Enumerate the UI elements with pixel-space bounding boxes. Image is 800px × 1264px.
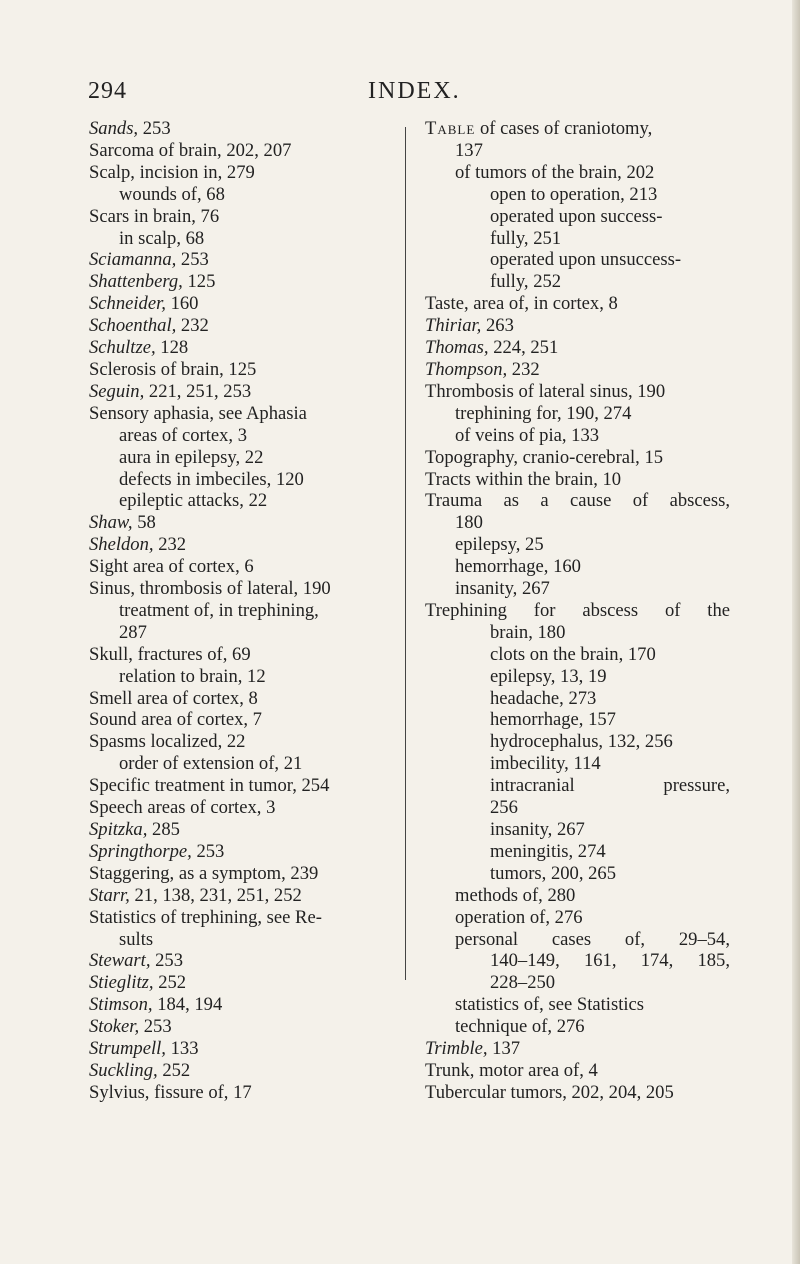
index-entry <box>425 994 730 1016</box>
entry-pages: 58 <box>132 512 156 534</box>
author-name: Sheldon, <box>89 534 154 556</box>
entry-text: operation of, 276 <box>455 906 583 928</box>
author-name: Stimson, <box>89 994 153 1016</box>
entry-text: statistics of, see Statistics <box>455 994 645 1016</box>
entry-text: insanity, 267 <box>455 578 550 600</box>
index-entry <box>89 249 399 271</box>
entry-pages: 125 <box>182 271 216 293</box>
entry-text: Sarcoma of brain, 202, 207 <box>89 139 292 161</box>
index-entry <box>89 972 399 994</box>
entry-text: brain, 180 <box>490 621 566 643</box>
index-entry <box>425 162 730 184</box>
index-entry <box>425 666 730 688</box>
column-divider <box>405 127 406 980</box>
index-entry <box>89 490 399 512</box>
entry-text: Sight area of cortex, 6 <box>89 556 254 578</box>
entry-text: Scars in brain, 76 <box>89 205 220 227</box>
entry-pages: 285 <box>147 819 180 840</box>
entry-text: Skull, fractures of, 69 <box>89 643 251 665</box>
entry-pages: 232 <box>153 534 187 556</box>
author-name: Spitzka, <box>89 819 148 840</box>
entry-pages: 253 <box>150 950 184 972</box>
entry-pages: 221, 251, 253 <box>144 380 252 402</box>
entry-text: technique of, 276 <box>455 1016 585 1038</box>
index-entry <box>89 534 399 556</box>
entry-pages: 232 <box>507 358 540 380</box>
entry-text: Topography, cranio-cerebral, 15 <box>425 446 664 468</box>
index-entry <box>425 403 730 425</box>
index-entry <box>425 249 730 271</box>
index-entry <box>425 490 730 512</box>
author-name: Suckling, <box>89 1059 158 1081</box>
index-entry <box>425 972 730 994</box>
author-name: Thompson, <box>425 358 508 380</box>
author-name: Shaw, <box>89 512 133 534</box>
entry-text: Trunk, motor area of, 4 <box>425 1059 598 1081</box>
index-entry <box>425 1060 730 1082</box>
entry-pages: 253 <box>176 249 209 271</box>
author-name: Stieglitz, <box>89 972 154 994</box>
entry-text: 256 <box>490 797 518 819</box>
index-entry <box>425 863 730 885</box>
entry-text: Tracts within the brain, 10 <box>425 468 622 490</box>
index-entry <box>89 1016 399 1038</box>
entry-heading: Table <box>425 118 476 139</box>
entry-text: Trephining for abscess of the <box>425 599 730 621</box>
index-entry <box>425 1038 730 1060</box>
entry-text: in scalp, 68 <box>119 227 205 249</box>
index-entry <box>89 907 399 929</box>
author-name: Strumpell, <box>89 1038 166 1060</box>
entry-text: meningitis, 274 <box>490 840 606 862</box>
index-entry <box>89 337 399 359</box>
entry-text: insanity, 267 <box>490 819 585 840</box>
entry-text: relation to brain, 12 <box>119 665 266 687</box>
author-name: Schneider, <box>89 293 166 315</box>
author-name: Sands, <box>89 118 139 139</box>
index-entry <box>425 797 730 819</box>
author-name: Shattenberg, <box>89 271 183 293</box>
entry-text: operated upon unsuccess- <box>490 249 682 271</box>
entry-text: 228–250 <box>490 972 556 994</box>
index-entry <box>89 118 399 140</box>
index-entry <box>89 1038 399 1060</box>
index-entry <box>425 425 730 447</box>
index-entry <box>425 688 730 710</box>
entry-text: Thrombosis of lateral sinus, 190 <box>425 380 666 402</box>
index-entry <box>425 381 730 403</box>
entry-pages: 252 <box>153 972 187 994</box>
index-entry <box>89 359 399 381</box>
index-entry <box>89 753 399 775</box>
index-entry <box>89 622 399 644</box>
index-entry <box>89 469 399 491</box>
index-entry <box>425 184 730 206</box>
index-entry <box>425 753 730 775</box>
entry-text: tumors, 200, 265 <box>490 862 617 884</box>
index-entry <box>89 1082 399 1104</box>
entry-text: Specific treatment in tumor, 254 <box>89 775 330 797</box>
author-name: Sciamanna, <box>89 249 177 271</box>
entry-pages: 252 <box>157 1059 191 1081</box>
index-entry <box>425 206 730 228</box>
index-entry <box>425 359 730 381</box>
index-entry <box>425 271 730 293</box>
index-entry <box>89 863 399 885</box>
entry-pages: 133 <box>165 1038 199 1060</box>
entry-pages: 232 <box>176 315 209 337</box>
entry-text: clots on the brain, 170 <box>490 643 656 665</box>
index-entry <box>89 447 399 469</box>
index-entry <box>425 556 730 578</box>
index-entry <box>89 381 399 403</box>
index-entry <box>425 1082 730 1104</box>
entry-text: defects in imbeciles, 120 <box>119 468 304 490</box>
entry-text: Trauma as a cause of abscess, <box>425 490 730 512</box>
entry-text: headache, 273 <box>490 687 597 709</box>
author-name: Seguin, <box>89 380 145 402</box>
entry-text: 180 <box>455 512 483 534</box>
index-entry <box>89 709 399 731</box>
entry-text: order of extension of, 21 <box>119 753 303 775</box>
entry-text: Sylvius, fissure of, 17 <box>89 1081 252 1103</box>
index-entry <box>425 315 730 337</box>
index-entry <box>425 293 730 315</box>
index-column-right <box>425 118 730 1104</box>
entry-pages: 263 <box>481 315 514 337</box>
index-entry <box>89 841 399 863</box>
index-entry <box>425 337 730 359</box>
index-entry <box>89 1060 399 1082</box>
page-number: 294 <box>88 78 127 104</box>
index-entry <box>425 1016 730 1038</box>
author-name: Stoker, <box>89 1016 140 1038</box>
page-header <box>88 78 728 112</box>
entry-text: epilepsy, 13, 19 <box>490 665 607 687</box>
entry-text: areas of cortex, 3 <box>119 424 248 446</box>
index-entry <box>89 666 399 688</box>
index-entry <box>425 950 730 972</box>
entry-text: Sinus, thrombosis of lateral, 190 <box>89 578 331 600</box>
entry-pages: 253 <box>191 840 225 862</box>
index-entry <box>425 841 730 863</box>
index-entry <box>89 140 399 162</box>
entry-text: Tubercular tumors, 202, 204, 205 <box>425 1081 674 1103</box>
author-name: Stewart, <box>89 950 151 972</box>
entry-text: methods of, 280 <box>455 884 576 906</box>
index-entry <box>89 512 399 534</box>
index-entry <box>425 534 730 556</box>
index-entry <box>425 600 730 622</box>
entry-text: trephining for, 190, 274 <box>455 402 632 424</box>
entry-text: Sound area of cortex, 7 <box>89 709 262 731</box>
entry-text: treatment of, in trephining, <box>119 599 319 621</box>
entry-text: imbecility, 114 <box>490 753 601 775</box>
entry-text: of veins of pia, 133 <box>455 424 600 446</box>
index-entry <box>89 775 399 797</box>
author-name: Thomas, <box>425 337 489 359</box>
index-entry <box>89 688 399 710</box>
entry-pages: 184, 194 <box>152 994 223 1016</box>
entry-text: 140–149, 161, 174, 185, <box>490 950 730 972</box>
entry-text: fully, 251 <box>490 227 562 249</box>
entry-text: 287 <box>119 621 147 643</box>
author-name: Thiriar, <box>425 315 482 337</box>
index-entry <box>89 293 399 315</box>
index-entry <box>89 425 399 447</box>
index-entry <box>89 206 399 228</box>
index-entry <box>425 140 730 162</box>
author-name: Springthorpe, <box>89 840 192 862</box>
index-entry <box>89 731 399 753</box>
index-entry <box>89 578 399 600</box>
index-entry <box>89 950 399 972</box>
entry-text: Taste, area of, in cortex, 8 <box>425 293 618 315</box>
index-entry <box>425 469 730 491</box>
index-entry <box>89 315 399 337</box>
entry-text: epileptic attacks, 22 <box>119 490 268 512</box>
index-entry <box>425 819 730 841</box>
index-entry <box>89 819 399 841</box>
entry-text: hydrocephalus, 132, 256 <box>490 731 673 753</box>
index-entry <box>425 885 730 907</box>
entry-text: Statistics of trephining, see Re- <box>89 906 322 928</box>
index-entry <box>425 512 730 534</box>
index-entry <box>425 644 730 666</box>
index-entry <box>425 775 730 797</box>
entry-text: operated upon success- <box>490 205 663 227</box>
entry-text: of tumors of the brain, 202 <box>455 161 655 183</box>
entry-pages: 160 <box>165 293 199 315</box>
index-entry <box>425 622 730 644</box>
author-name: Schoenthal, <box>89 315 177 337</box>
entry-text: Smell area of cortex, 8 <box>89 687 258 709</box>
entry-text: hemorrhage, 157 <box>490 709 616 731</box>
entry-pages: 224, 251 <box>488 337 559 359</box>
index-entry <box>89 556 399 578</box>
index-entry <box>89 162 399 184</box>
index-entry <box>89 271 399 293</box>
entry-text: Staggering, as a symptom, 239 <box>89 862 319 884</box>
index-entry <box>89 797 399 819</box>
index-column-left <box>89 118 399 1104</box>
entry-pages: of cases of craniotomy, <box>475 118 653 139</box>
index-entry <box>425 731 730 753</box>
index-entry <box>425 709 730 731</box>
index-entry <box>425 447 730 469</box>
index-entry <box>89 994 399 1016</box>
index-entry <box>89 885 399 907</box>
index-entry <box>425 118 730 140</box>
entry-text: 137 <box>455 139 483 161</box>
entry-text: intracranial pressure, <box>490 775 730 797</box>
entry-text: Sensory aphasia, see Aphasia <box>89 402 307 424</box>
index-entry <box>89 600 399 622</box>
entry-text: Scalp, incision in, 279 <box>89 161 255 183</box>
index-entry <box>425 578 730 600</box>
entry-text: wounds of, 68 <box>119 183 225 205</box>
entry-text: epilepsy, 25 <box>455 534 544 556</box>
index-entry <box>89 403 399 425</box>
entry-text: hemorrhage, 160 <box>455 556 581 578</box>
entry-pages: 21, 138, 231, 251, 252 <box>129 884 302 906</box>
page-edge <box>792 0 800 1264</box>
entry-pages: 128 <box>155 337 189 359</box>
entry-text: open to operation, 213 <box>490 183 658 205</box>
author-name: Starr, <box>89 884 130 906</box>
author-name: Trimble, <box>425 1038 488 1060</box>
author-name: Schultze, <box>89 337 156 359</box>
running-title: INDEX. <box>368 78 461 104</box>
entry-text: aura in epilepsy, 22 <box>119 446 264 468</box>
index-entry <box>425 929 730 951</box>
entry-text: Sclerosis of brain, 125 <box>89 358 257 380</box>
entry-pages: 137 <box>487 1038 521 1060</box>
index-entry <box>425 907 730 929</box>
index-entry <box>89 184 399 206</box>
entry-pages: 253 <box>138 118 171 139</box>
entry-pages: 253 <box>139 1016 172 1038</box>
index-entry <box>89 929 399 951</box>
entry-text: Speech areas of cortex, 3 <box>89 797 276 819</box>
entry-text: personal cases of, 29–54, <box>455 928 730 950</box>
entry-text: Spasms localized, 22 <box>89 731 246 753</box>
index-entry <box>89 228 399 250</box>
entry-text: sults <box>119 928 154 950</box>
entry-text: fully, 252 <box>490 271 562 293</box>
index-entry <box>89 644 399 666</box>
index-entry <box>425 228 730 250</box>
